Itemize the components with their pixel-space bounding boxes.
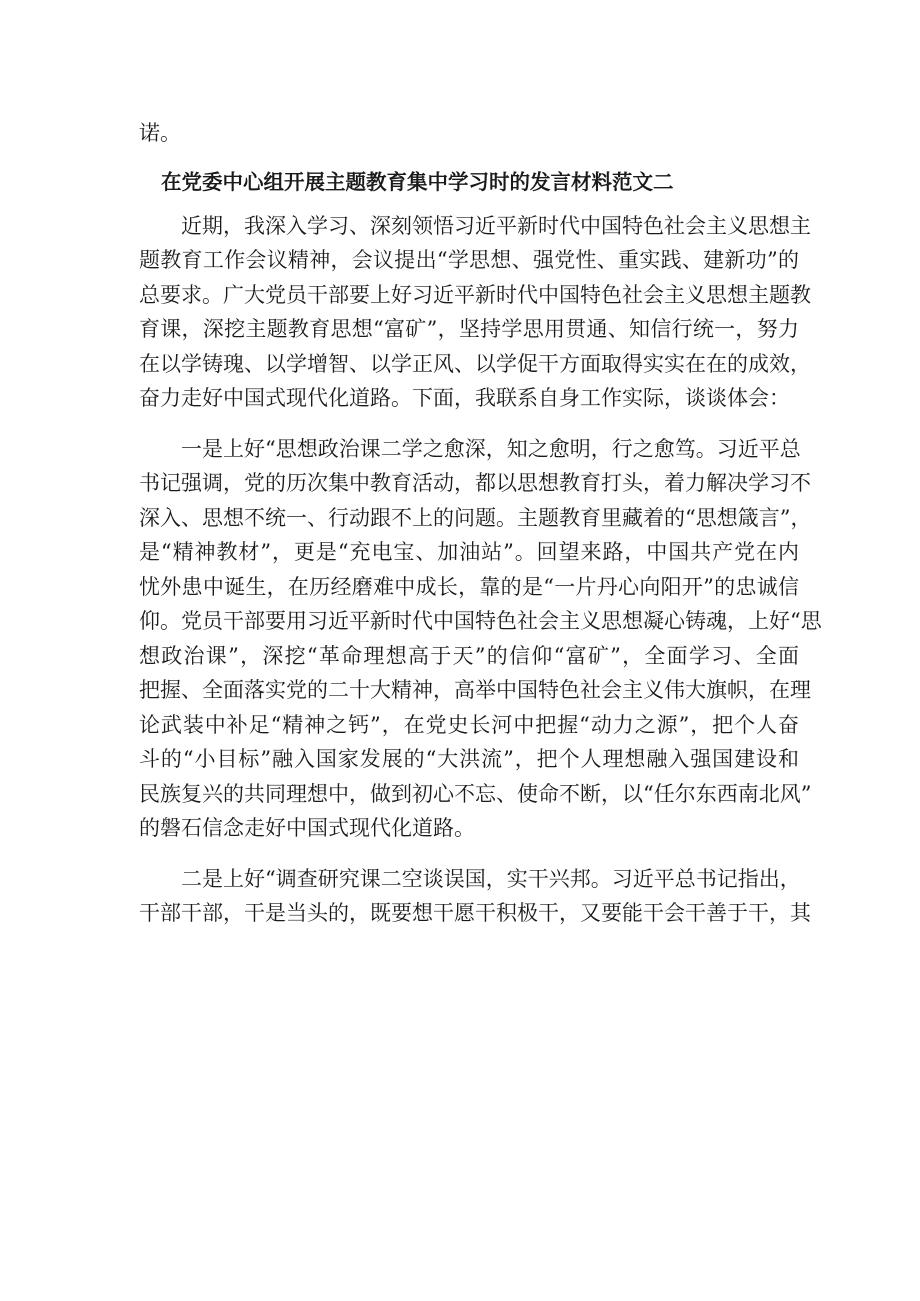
paragraph-line: 想政治课”，深挖“革命理想高于天”的信仰“富矿”，全面学习、全面 <box>139 643 799 668</box>
paragraph-line: 总要求。广大党员干部要上好习近平新时代中国特色社会主义思想主题教 <box>139 282 811 307</box>
paragraph-line: 育课，深挖主题教育思想“富矿”，坚持学思用贯通、知信行统一，努力 <box>139 317 799 341</box>
paragraph-line: 一是上好“思想政治课二学之愈深，知之愈明，行之愈笃。习近平总 <box>181 436 801 461</box>
paragraph-line: 在以学铸瑰、以学增智、以学正风、以学促干方面取得实实在在的成效， <box>139 351 811 376</box>
section-heading: 在党委中心组开展主题教育集中学习时的发言材料范文二 <box>161 169 674 194</box>
paragraph-line: 书记强调，党的历次集中教育活动，都以思想教育打头，着力解决学习不 <box>139 471 811 495</box>
continued-text-fragment: 诺。 <box>139 121 181 145</box>
document-body <box>139 116 822 947</box>
paragraph-line: 民族复兴的共同理想中，做到初心不忘、使命不断，以“任尔东西南北风” <box>139 781 812 806</box>
paragraph-line: 题教育工作会议精神，会议提出“学思想、强党性、重实践、建新功”的 <box>139 248 799 272</box>
paragraph-line: 二是上好“调查研究课二空谈误国，实干兴邦。习近平总书记指出， <box>181 866 801 891</box>
paragraph-point-two <box>139 862 811 931</box>
paragraph-line: 忧外患中诞生，在历经磨难中成长，靠的是“一片丹心向阳开”的忠诚信 <box>139 574 799 599</box>
paragraph-line: 干部干部，干是当头的，既要想干愿干积极干，又要能干会干善于干，其 <box>139 901 811 925</box>
paragraph-line: 把握、全面落实党的二十大精神，高举中国特色社会主义伟大旗帜，在理 <box>139 678 811 702</box>
paragraph-line: 斗的“小目标”融入国家发展的“大洪流”，把个人理想融入强国建设和 <box>139 747 799 771</box>
paragraph-line: 论武装中补足“精神之钙”，在党史长河中把握“动力之源”，把个人奋 <box>139 712 799 737</box>
paragraph-line: 是“精神教材”，更是“充电宝、加油站”。回望来路，中国共产党在内 <box>139 540 799 564</box>
paragraph-line: 的磐石信念走好中国式现代化道路。 <box>139 816 475 840</box>
paragraph-line: 仰。党员干部要用习近平新时代中国特色社会主义思想凝心铸魂，上好“思 <box>139 609 822 633</box>
paragraph-intro <box>139 209 811 416</box>
paragraph-line: 奋力走好中国式现代化道路。下面，我联系自身工作实际，谈谈体会： <box>139 386 790 410</box>
paragraph-line: 近期，我深入学习、深刻领悟习近平新时代中国特色社会主义思想主 <box>181 213 811 238</box>
paragraph-point-one <box>139 432 822 846</box>
paragraph-line: 深入、思想不统一、行动跟不上的问题。主题教育里藏着的“思想箴言”， <box>139 505 812 530</box>
